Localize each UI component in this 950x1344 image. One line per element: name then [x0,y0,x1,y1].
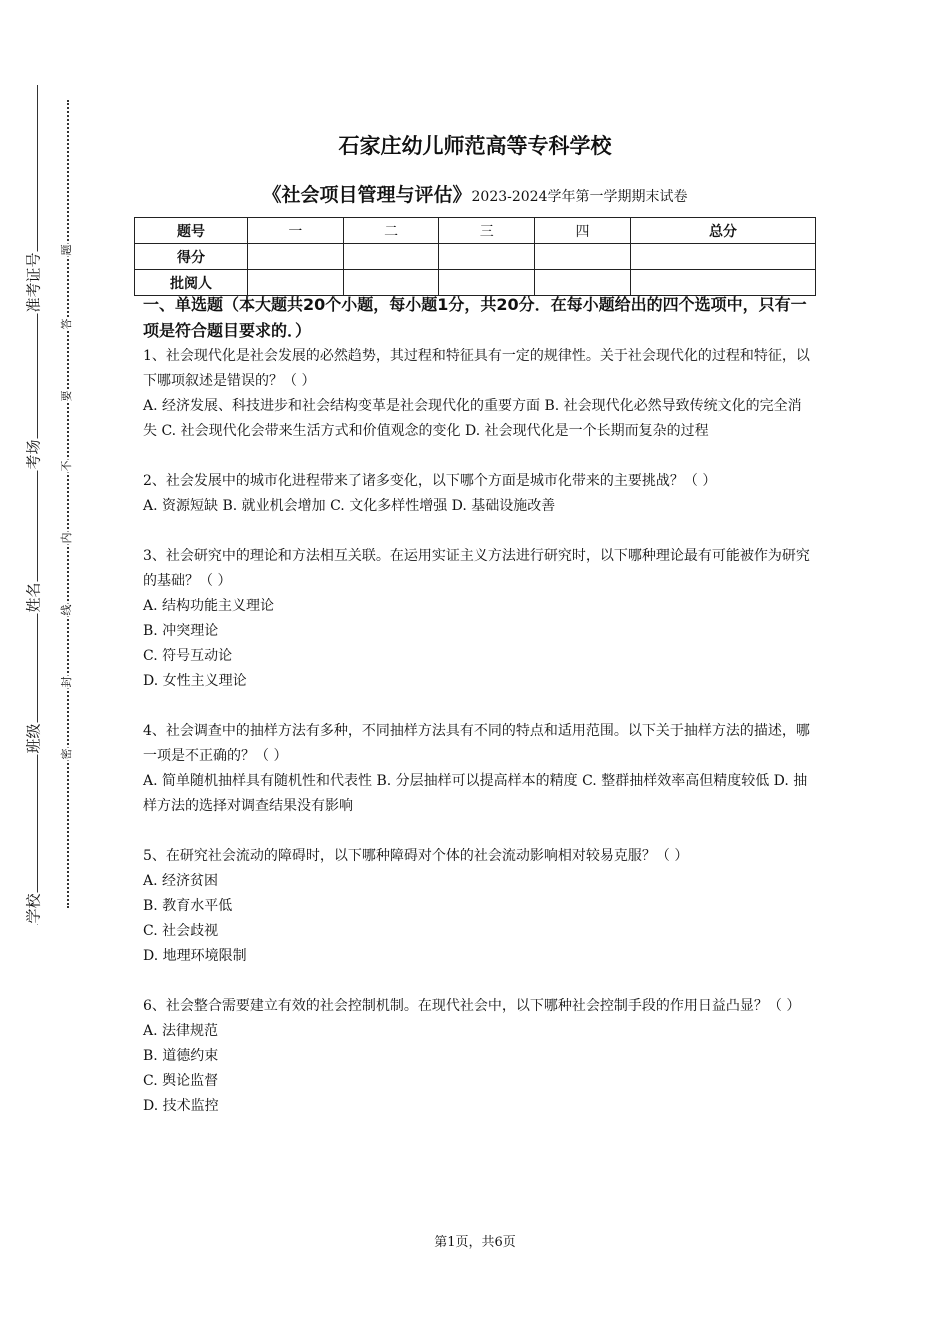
question-options: A. 资源短缺 B. 就业机会增加 C. 文化多样性增强 D. 基础设施改善 [143,498,556,514]
field-exam-room: 考场 [21,438,46,470]
course-name: 《社会项目管理与评估》 [262,184,472,206]
score-cell[interactable] [248,244,344,270]
seal-char: 答 [60,318,73,330]
question-1 [143,344,811,444]
option-d: D. 地理环境限制 [143,948,247,964]
score-table [134,217,816,296]
option-d: D. 女性主义理论 [143,673,247,689]
header-cell: 一 [248,218,344,244]
option-b: B. 冲突理论 [143,623,219,639]
seal-char: 要 [60,390,73,402]
section-title: 一、单选题（本大题共20个小题，每小题1分，共20分．在每小题给出的四个选项中，只有一项是符合题目要求的．） [143,295,807,340]
score-cell[interactable] [439,244,535,270]
seal-char: 内 [60,532,73,544]
seal-char: 密 [60,748,73,760]
question-6 [143,994,811,1119]
option-b: B. 教育水平低 [143,898,233,914]
header-cell: 总分 [630,218,815,244]
exam-title [0,180,950,207]
question-options: A. 简单随机抽样具有随机性和代表性 B. 分层抽样可以提高样本的精度 C. 整群抽样效率高但精度较低 D. 抽样方法的选择对调查结果没有影响 [143,773,808,814]
option-d: D. 技术监控 [143,1098,219,1114]
score-cell[interactable] [343,244,439,270]
question-stem: 2、社会发展中的城市化进程带来了诸多变化，以下哪个方面是城市化带来的主要挑战？（ ） [143,473,717,489]
option-a: A. 经济贫困 [143,873,219,889]
option-b: B. 道德约束 [143,1048,219,1064]
option-c: C. 符号互动论 [143,648,233,664]
question-stem: 1、社会现代化是社会发展的必然趋势，其过程和特征具有一定的规律性。关于社会现代化的过程和特征，以下哪项叙述是错误的？（ ） [143,348,810,389]
option-c: C. 社会歧视 [143,923,219,939]
field-school: 学校 [21,892,46,924]
field-class: 班级 [21,722,46,754]
question-5 [143,844,811,969]
question-stem: 6、社会整合需要建立有效的社会控制机制。在现代社会中，以下哪种社会控制手段的作用日益凸显？（ ） [143,998,801,1014]
seal-char: 封 [60,676,73,688]
seal-char: 线 [60,604,73,616]
school-name: 石家庄幼儿师范高等专科学校 [338,134,612,158]
header-cell: 四 [535,218,631,244]
header-cell: 二 [343,218,439,244]
seal-char: 不 [60,460,73,472]
option-a: A. 结构功能主义理论 [143,598,275,614]
question-4 [143,719,811,819]
exam-content [143,292,811,1119]
question-options: A. 经济发展、科技进步和社会结构变革是社会现代化的重要方面 B. 社会现代化必然导致传统文化的完全消失 C. 社会现代化会带来生活方式和价值观念的变化 D. 社会现代化是一个长期而复杂的过程 [143,398,802,439]
option-c: C. 舆论监督 [143,1073,219,1089]
header-cell: 三 [439,218,535,244]
row-label: 得分 [135,244,248,270]
row-label: 批阅人 [135,270,248,296]
score-row [135,244,816,270]
question-stem: 5、在研究社会流动的障碍时，以下哪种障碍对个体的社会流动影响相对较易克服？（ ） [143,848,689,864]
score-cell[interactable] [630,244,815,270]
question-3 [143,544,811,694]
binding-solid-line [37,85,38,925]
seal-char: 题 [60,244,73,256]
exam-term: 2023-2024学年第一学期期末试卷 [471,189,688,205]
score-cell[interactable] [535,244,631,270]
page-footer: 第1页，共6页 [434,1235,516,1250]
question-stem: 4、社会调查中的抽样方法有多种，不同抽样方法具有不同的特点和适用范围。以下关于抽样方法的描述，哪一项是不正确的？（ ） [143,723,810,764]
field-exam-id: 准考证号 [21,251,46,313]
question-2 [143,469,811,519]
field-name: 姓名 [21,581,46,613]
score-table-header-row [135,218,816,244]
question-stem: 3、社会研究中的理论和方法相互关联。在运用实证主义方法进行研究时，以下哪种理论最有可能被作为研究的基础？（ ） [143,548,810,589]
seal-dotted-line [67,100,69,908]
option-a: A. 法律规范 [143,1023,219,1039]
header-cell: 题号 [135,218,248,244]
